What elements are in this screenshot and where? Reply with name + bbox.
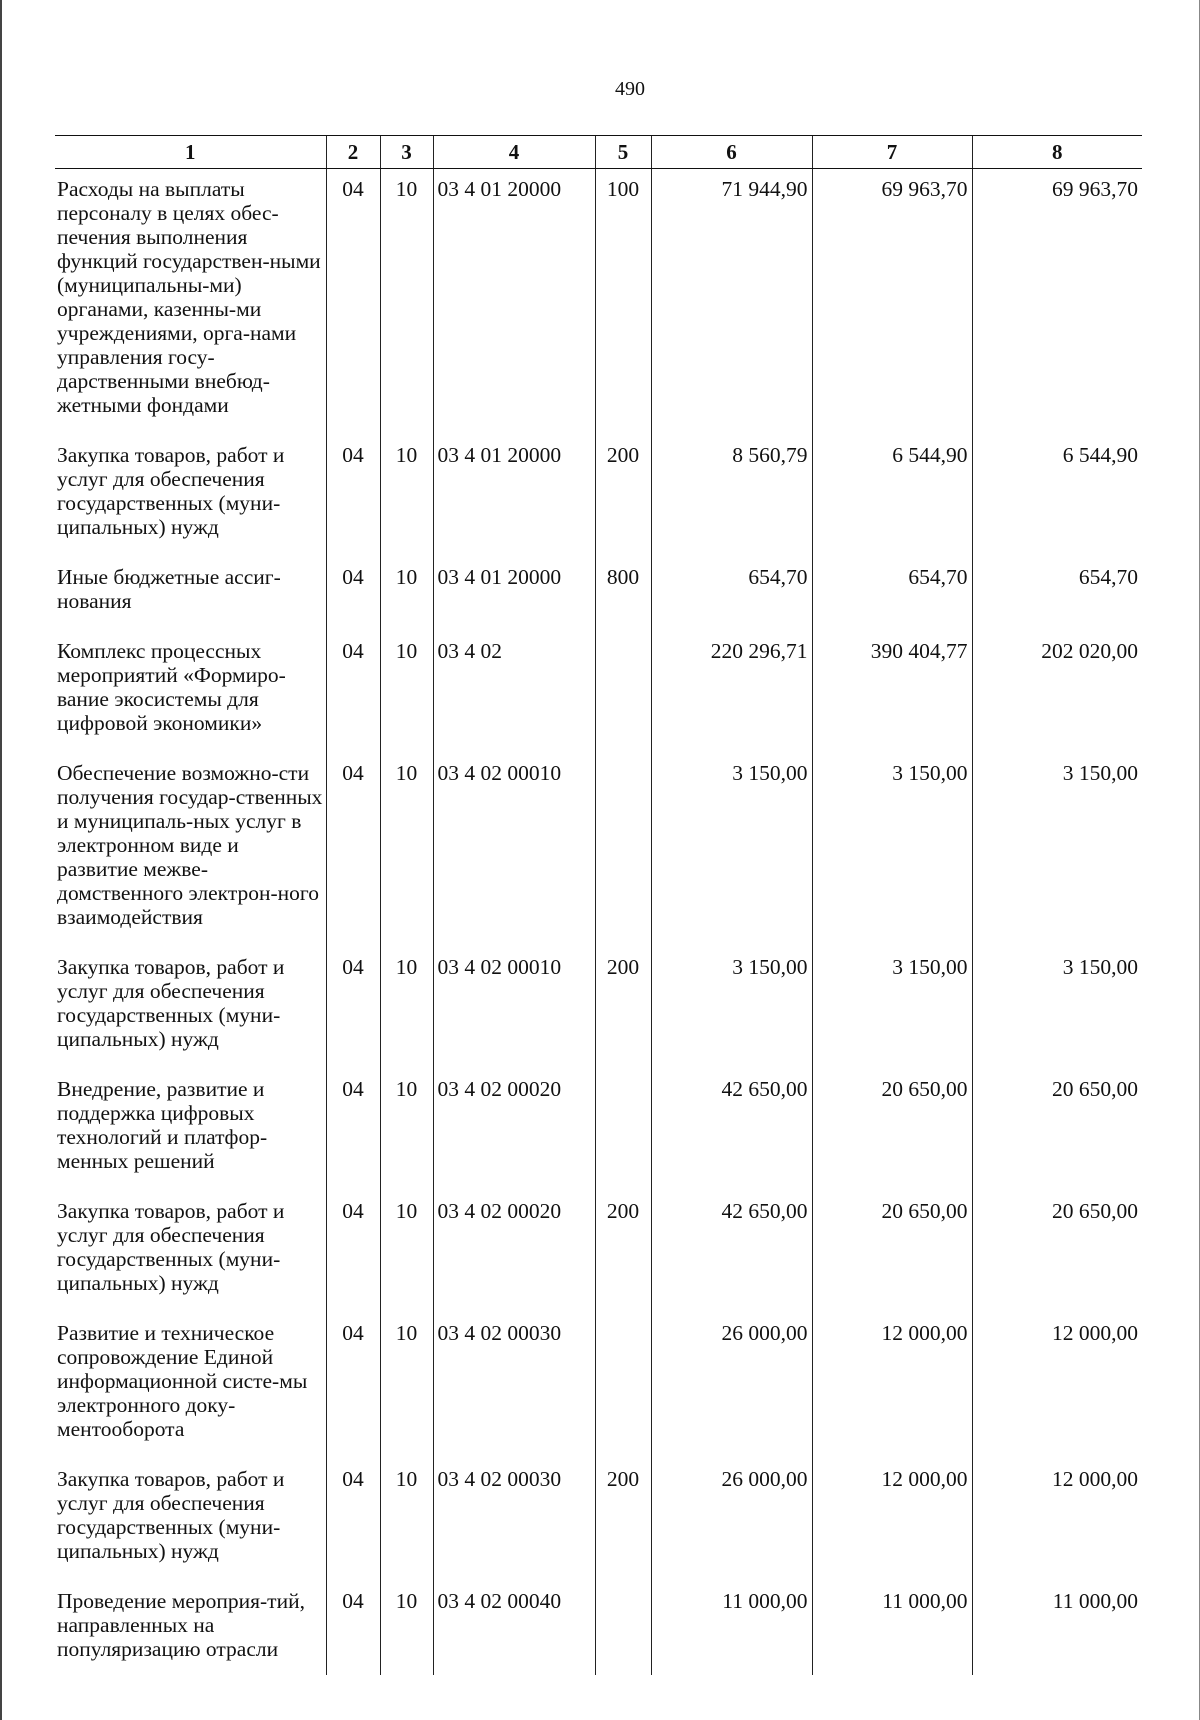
- row-name: Закупка товаров, работ и услуг для обеспечения государственных (муни-ципальных) нужд: [57, 1467, 285, 1563]
- row-amount-col7: 69 963,70: [812, 169, 972, 436]
- row-amount-col7: 20 650,00: [812, 1069, 972, 1191]
- row-amount-col6: 26 000,00: [651, 1313, 812, 1459]
- row-section: 04: [326, 947, 380, 1069]
- row-amount-col6: 42 650,00: [651, 1191, 812, 1313]
- row-amount-col8: 654,70: [972, 557, 1142, 631]
- table-row: [55, 1191, 1142, 1313]
- row-expense-type: 200: [595, 435, 651, 557]
- column-header-6: 6: [651, 136, 812, 169]
- row-expense-type: 800: [595, 557, 651, 631]
- row-section: 04: [326, 631, 380, 753]
- row-expense-type: 200: [595, 1191, 651, 1313]
- row-amount-col7: 11 000,00: [812, 1581, 972, 1675]
- row-amount-col6: 3 150,00: [651, 947, 812, 1069]
- column-header-2: 2: [326, 136, 380, 169]
- row-amount-col8: 3 150,00: [972, 947, 1142, 1069]
- row-subsection: 10: [380, 169, 433, 436]
- row-amount-col6: 3 150,00: [651, 753, 812, 947]
- row-name: Закупка товаров, работ и услуг для обеспечения государственных (муни-ципальных) нужд: [57, 443, 285, 539]
- row-amount-col8: 20 650,00: [972, 1191, 1142, 1313]
- row-target-article: 03 4 02 00010: [433, 753, 595, 947]
- row-amount-col7: 3 150,00: [812, 753, 972, 947]
- row-subsection: 10: [380, 435, 433, 557]
- column-header-1: 1: [55, 136, 326, 169]
- row-amount-col6: 654,70: [651, 557, 812, 631]
- row-expense-type: [595, 1069, 651, 1191]
- row-amount-col7: 12 000,00: [812, 1313, 972, 1459]
- row-expense-type: [595, 1581, 651, 1675]
- row-target-article: 03 4 02 00020: [433, 1069, 595, 1191]
- row-section: 04: [326, 557, 380, 631]
- table-row: [55, 557, 1142, 631]
- row-amount-col8: 12 000,00: [972, 1459, 1142, 1581]
- row-name: Развитие и техническое сопровождение Единой информационной систе-мы электронного доку-ментооборота: [57, 1321, 308, 1441]
- table-row: [55, 1313, 1142, 1459]
- row-subsection: 10: [380, 1069, 433, 1191]
- row-amount-col8: 6 544,90: [972, 435, 1142, 557]
- row-target-article: 03 4 02 00010: [433, 947, 595, 1069]
- row-amount-col8: 20 650,00: [972, 1069, 1142, 1191]
- row-subsection: 10: [380, 1191, 433, 1313]
- row-subsection: 10: [380, 1313, 433, 1459]
- row-subsection: 10: [380, 1581, 433, 1675]
- row-expense-type: 200: [595, 947, 651, 1069]
- row-section: 04: [326, 1191, 380, 1313]
- table-row: [55, 1459, 1142, 1581]
- row-amount-col6: 220 296,71: [651, 631, 812, 753]
- scan-edge-left: [0, 0, 2, 1720]
- row-name: Комплекс процессных мероприятий «Формиро-вание экосистемы для цифровой экономики»: [57, 639, 286, 735]
- row-target-article: 03 4 02: [433, 631, 595, 753]
- row-section: 04: [326, 753, 380, 947]
- table-row: [55, 1069, 1142, 1191]
- column-header-3: 3: [380, 136, 433, 169]
- column-header-5: 5: [595, 136, 651, 169]
- row-expense-type: 100: [595, 169, 651, 436]
- table-row: [55, 435, 1142, 557]
- row-name: Закупка товаров, работ и услуг для обеспечения государственных (муни-ципальных) нужд: [57, 1199, 285, 1295]
- row-expense-type: [595, 631, 651, 753]
- row-section: 04: [326, 1459, 380, 1581]
- row-amount-col8: 12 000,00: [972, 1313, 1142, 1459]
- header-row: [55, 136, 1142, 169]
- row-target-article: 03 4 02 00020: [433, 1191, 595, 1313]
- row-name: Обеспечение возможно-сти получения государ-ственных и муниципаль-ных услуг в электронном виде и развитие межве-домственного электрон-ного взаимодействия: [57, 761, 323, 929]
- row-section: 04: [326, 1313, 380, 1459]
- row-name: Закупка товаров, работ и услуг для обеспечения государственных (муни-ципальных) нужд: [57, 955, 285, 1051]
- row-target-article: 03 4 01 20000: [433, 557, 595, 631]
- row-section: 04: [326, 435, 380, 557]
- table-row: [55, 169, 1142, 436]
- row-section: 04: [326, 1069, 380, 1191]
- row-amount-col6: 71 944,90: [651, 169, 812, 436]
- row-amount-col8: 11 000,00: [972, 1581, 1142, 1675]
- row-target-article: 03 4 02 00040: [433, 1581, 595, 1675]
- budget-table: [55, 135, 1142, 1675]
- column-header-8: 8: [972, 136, 1142, 169]
- table-row: [55, 631, 1142, 753]
- row-subsection: 10: [380, 1459, 433, 1581]
- row-name: Внедрение, развитие и поддержка цифровых технологий и платфор-менных решений: [57, 1077, 268, 1173]
- row-target-article: 03 4 02 00030: [433, 1313, 595, 1459]
- row-amount-col6: 26 000,00: [651, 1459, 812, 1581]
- row-amount-col6: 42 650,00: [651, 1069, 812, 1191]
- row-amount-col8: 3 150,00: [972, 753, 1142, 947]
- row-expense-type: [595, 1313, 651, 1459]
- row-amount-col8: 69 963,70: [972, 169, 1142, 436]
- row-amount-col7: 20 650,00: [812, 1191, 972, 1313]
- row-amount-col7: 12 000,00: [812, 1459, 972, 1581]
- row-subsection: 10: [380, 947, 433, 1069]
- row-subsection: 10: [380, 557, 433, 631]
- row-expense-type: [595, 753, 651, 947]
- table-row: [55, 947, 1142, 1069]
- row-name: Расходы на выплаты персоналу в целях обес-печения выполнения функций государствен-ными (муниципальны-ми) органами, казенны-ми учреждениями, орга-нами управления госу-дарственными внебюд-жетными фондами: [57, 177, 321, 417]
- row-target-article: 03 4 02 00030: [433, 1459, 595, 1581]
- row-name: Проведение мероприя-тий, направленных на популяризацию отрасли: [57, 1589, 305, 1661]
- row-name: Иные бюджетные ассиг-нования: [57, 565, 281, 613]
- row-expense-type: 200: [595, 1459, 651, 1581]
- page-number: 490: [615, 78, 645, 100]
- row-amount-col6: 8 560,79: [651, 435, 812, 557]
- row-amount-col7: 654,70: [812, 557, 972, 631]
- row-subsection: 10: [380, 631, 433, 753]
- row-subsection: 10: [380, 753, 433, 947]
- column-header-4: 4: [433, 136, 595, 169]
- row-target-article: 03 4 01 20000: [433, 435, 595, 557]
- row-section: 04: [326, 169, 380, 436]
- row-target-article: 03 4 01 20000: [433, 169, 595, 436]
- table-row: [55, 753, 1142, 947]
- table-row: [55, 1581, 1142, 1675]
- row-amount-col7: 3 150,00: [812, 947, 972, 1069]
- row-amount-col7: 6 544,90: [812, 435, 972, 557]
- row-amount-col6: 11 000,00: [651, 1581, 812, 1675]
- row-amount-col7: 390 404,77: [812, 631, 972, 753]
- column-header-7: 7: [812, 136, 972, 169]
- row-section: 04: [326, 1581, 380, 1675]
- row-amount-col8: 202 020,00: [972, 631, 1142, 753]
